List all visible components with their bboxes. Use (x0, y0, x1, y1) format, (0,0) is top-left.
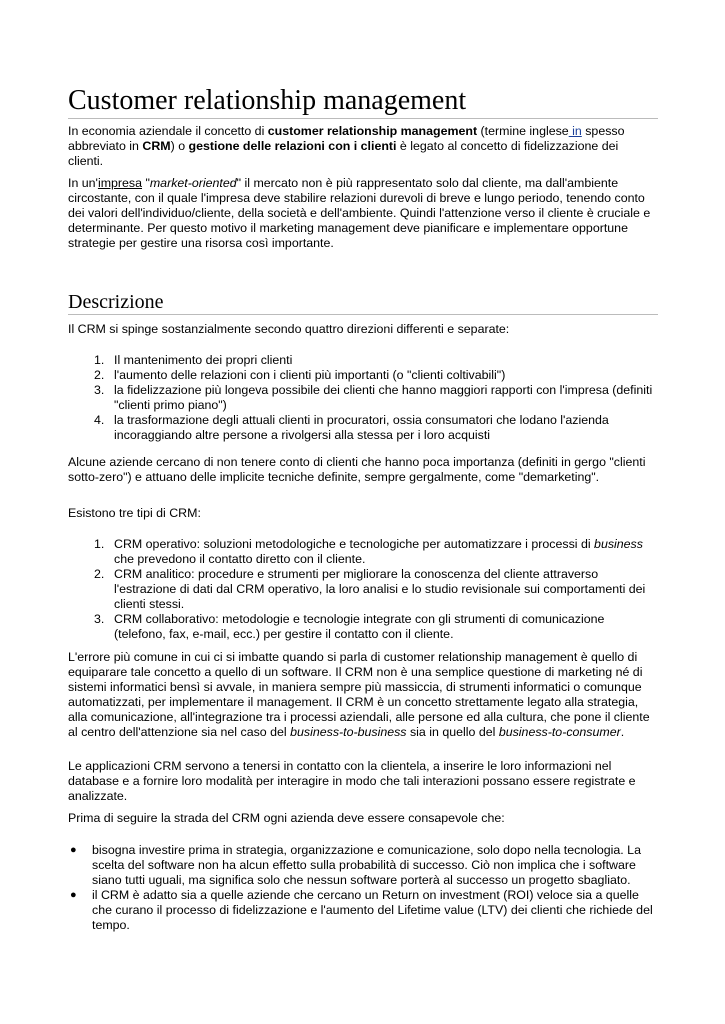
text: . (620, 725, 625, 739)
list-item (68, 888, 653, 933)
list-number: 2. (94, 567, 105, 581)
list-text: bisogna investire prima in strategia, organizzazione e comunicazione, solo dopo nella tecnologia. La scelta del software non ha alcun effetto sulla probabilità di successo. Ciò non implica che i software siano tutti uguali, ma significa solo che nessun software porterà al successo un progetto sbagliato. (92, 843, 641, 887)
text: e a fornire loro modalità per interagire in modo che tali interazioni possano essere registrate e analizzate. (68, 774, 636, 803)
text: " (142, 176, 150, 190)
list-item (68, 537, 653, 567)
text: non è più rappresentato solo dal cliente, ma dall'ambiente circostante, con il quale l'impresa deve stabilire relazioni durevoli di breve e lungo periodo, tenendo conto dei valori dell'individuo/cliente, della società e dell'ambiente. Quindi l'attenzione verso il cliente è cruciale e determinante. Per questo motivo il (68, 176, 651, 235)
term-b2b: business-to-business (290, 725, 407, 739)
list-number: 3. (94, 612, 105, 626)
list-number: 1. (94, 353, 105, 367)
list-number: 4. (94, 413, 105, 427)
text: spesso abbreviato in (68, 124, 625, 153)
term-market-oriented: market-oriented (149, 176, 237, 190)
list-item (68, 368, 653, 383)
list-text: CRM collaborativo: metodologie e tecnologie integrate con gli strumenti di comunicazione (telefono, fax, e-mail, ecc.) per gestire il contatto con il cliente. (114, 612, 605, 641)
apps-paragraph (68, 759, 653, 804)
list-text: il CRM è adatto sia a quelle aziende che cercano un (92, 888, 382, 902)
list-text: che prevedono il contatto diretto con il cliente. (114, 552, 366, 566)
bullet-icon: ● (70, 844, 77, 856)
list-text: CRM operativo: soluzioni metodologiche e tecnologiche per automatizzare i processi di (114, 537, 595, 551)
text: ) o (170, 139, 189, 153)
list-item (68, 353, 653, 368)
link-fidelizzazione[interactable]: fidelizzazione (523, 139, 599, 153)
list-item (68, 612, 653, 642)
link-database[interactable]: database (68, 774, 119, 788)
list-item (68, 843, 653, 888)
link-in[interactable]: in (568, 124, 582, 138)
term-crm: CRM (142, 139, 171, 153)
link-return-on-investment[interactable]: Return on investment (381, 888, 500, 902)
list-text: l'aumento delle relazioni con i clienti più importanti (o "clienti coltivabili") (114, 368, 506, 382)
list-text: la trasformazione degli attuali clienti in procuratori, ossia consumatori che lodano l'azienda incoraggiando altre persone a rivolgersi alla stessa per i loro acquisti (114, 413, 609, 442)
text: management deve pianificare e implementare opportune strategie per gestire una risorsa così importante. (68, 221, 628, 250)
term-crm-full: customer relationship management (267, 124, 478, 138)
link-inglese[interactable]: inglese (525, 124, 569, 138)
list-item (68, 413, 653, 443)
demarketing-paragraph: Alcune aziende cercano di non tenere conto di clienti che hanno poca importanza (definiti in gergo "clienti sotto-zero") e attuano delle implicite tecniche definite, sempre gergalmente, come "demarketing". (68, 455, 646, 484)
term-gestione: gestione delle relazioni con i clienti (188, 139, 397, 153)
list-text: la fidelizzazione più longeva possibile dei clienti che hanno maggiori rapporti con l'impresa (definiti "clienti primo piano") (114, 383, 653, 412)
list-text: CRM analitico: procedure e strumenti per migliorare la conoscenza del cliente attraverso l'estrazione di dati dal CRM operativo, la loro analisi e lo studio revisionale sui comportamenti dei clienti stessi. (114, 567, 646, 611)
intro-paragraph-1 (68, 124, 653, 169)
list-number: 2. (94, 368, 105, 382)
text: (termine (477, 124, 526, 138)
text: il concetto di (192, 124, 268, 138)
text: In (68, 124, 82, 138)
text: sia in quello del (406, 725, 499, 739)
term-b2c: business-to-consumer (498, 725, 621, 739)
bullet-list (68, 843, 653, 933)
directions-list (68, 353, 653, 443)
link-lifetime-value[interactable]: Lifetime value (397, 903, 474, 917)
list-text: Il mantenimento dei propri clienti (114, 353, 293, 367)
crm-types-list (68, 537, 653, 642)
list-text: (LTV) dei clienti che richiede del tempo. (92, 903, 653, 932)
error-paragraph (68, 650, 653, 740)
list-text: (ROI) veloce sia a quelle che curano il processo di fidelizzazione e l'aumento del (92, 888, 639, 917)
link-software[interactable]: software (281, 665, 329, 679)
text: L'errore più comune in cui ci si imbatte quando si parla di customer relationship management è quello di equiparare tale concetto a quello di un (68, 650, 638, 679)
link-impresa[interactable]: impresa (97, 176, 143, 190)
list-number: 3. (94, 383, 105, 397)
link-mercato[interactable]: mercato (253, 176, 299, 190)
text: né di sistemi informatici bensì si avvale, in maniera sempre più massiccia, di strumenti informatici o comunque automatizzati, per implementare il management. Il CRM è un concetto strettamente legato alla strategia, alla comunicazione, all'integrazione tra i processi aziendali, alle persone ed alla cultura, che pone il cliente al centro dell'attenzione sia nel caso del (68, 665, 650, 739)
bullet-icon: ● (70, 889, 77, 901)
page-title: Customer relationship management (68, 84, 658, 119)
link-marketing[interactable]: marketing (557, 665, 613, 679)
list-item (68, 567, 653, 612)
list-item (68, 383, 653, 413)
intro-paragraph-2 (68, 176, 653, 251)
text: " il (236, 176, 254, 190)
link-economia-aziendale[interactable]: economia aziendale (81, 124, 192, 138)
text: . Il CRM non è una semplice questione di (328, 665, 558, 679)
desc-intro: Il CRM si spinge sostanzialmente secondo quattro direzioni differenti e separate: (68, 322, 510, 336)
term-business: business (594, 537, 643, 551)
section-title-descrizione: Descrizione (68, 290, 658, 315)
link-marketing[interactable]: marketing (259, 221, 314, 235)
text: In un' (68, 176, 98, 190)
list-number: 1. (94, 537, 105, 551)
text: Le applicazioni CRM servono a tenersi in contatto con la clientela, a inserire le loro informazioni nel (68, 759, 612, 773)
text: dei clienti. (68, 139, 619, 168)
before-paragraph: Prima di seguire la strada del CRM ogni azienda deve essere consapevole che: (68, 811, 505, 825)
text: è legato al concetto di (396, 139, 524, 153)
types-intro: Esistono tre tipi di CRM: (68, 506, 201, 520)
